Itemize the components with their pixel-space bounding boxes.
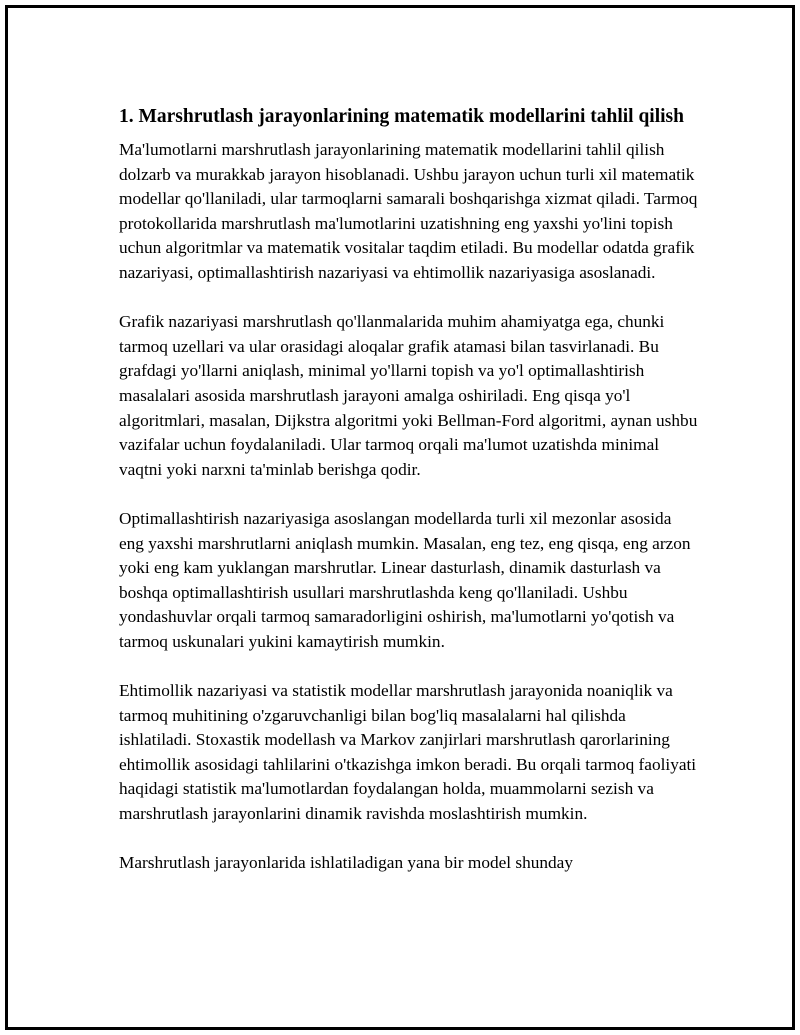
page-frame	[5, 5, 795, 1030]
paragraph-graph-theory: Grafik nazariyasi marshrutlash qo'llanmalarida muhim ahamiyatga ega, chunki tarmoq uzellari va ular orasidagi aloqalar grafik atamasi bilan tasvirlanadi. Bu grafdagi yo'llarni aniqlash, minimal yo'llarni topish va yo'l optimallashtirish masalalari asosida marshrutlash jarayoni amalga oshiriladi. Eng qisqa yo'l algoritmlari, masalan, Dijkstra algoritmi yoki Bellman-Ford algoritmi, aynan ushbu vazifalar uchun foydalaniladi. Ular tarmoq orqali ma'lumot uzatishda minimal vaqtni yoki narxni ta'minlab berishga qodir.	[119, 312, 698, 479]
paragraph-probability: Ehtimollik nazariyasi va statistik modellar marshrutlash jarayonida noaniqlik va tarmoq muhitining o'zgaruvchanligi bilan bog'liq masalalarni hal qilishda ishlatiladi. Stoxastik modellash va Markov zanjirlari marshrutlash qarorlarining ehtimollik asosidagi tahlilarini o'tkazishga imkon beradi. Bu orqali tarmoq faoliyati haqidagi statistik ma'lumotlardan foydalangan holda, muammolarni sezish va marshrutlash jarayonlarini dinamik ravishda moslashtirish mumkin.	[119, 681, 697, 824]
section-heading: 1. Marshrutlash jarayonlarining matematik modellarini tahlil qilish	[119, 106, 684, 127]
paragraph-intro: Ma'lumotlarni marshrutlash jarayonlarining matematik modellarini tahlil qilish dolzarb va murakkab jarayon hisoblanadi. Ushbu jarayon uchun turli xil matematik modellar qo'llaniladi, ular tarmoqlarni samarali boshqarishga xizmat qiladi. Tarmoq protokollarida marshrutlash ma'lumotlarini uzatishning eng yaxshi yo'lini topish uchun algoritmlar va matematik vositalar taqdim etiladi. Bu modellar odatda grafik nazariyasi, optimallashtirish nazariyasi va ehtimollik nazariyasiga asoslanadi.	[119, 140, 698, 282]
document-body	[119, 101, 699, 900]
paragraph-optimization: Optimallashtirish nazariyasiga asoslangan modellarda turli xil mezonlar asosida eng yaxshi marshrutlarni aniqlash mumkin. Masalan, eng tez, eng qisqa, eng arzon yoki eng kam yuklangan marshrutlar. Linear dasturlash, dinamik dasturlash va boshqa optimallashtirish usullari marshrutlashda keng qo'llaniladi. Ushbu yondashuvlar orqali tarmoq samaradorligini oshirish, ma'lumotlarni yo'qotish va tarmoq uskunalari yukini kamaytirish mumkin.	[119, 508, 691, 651]
paragraph-continuation: Marshrutlash jarayonlarida ishlatiladigan yana bir model shunday	[119, 853, 573, 873]
